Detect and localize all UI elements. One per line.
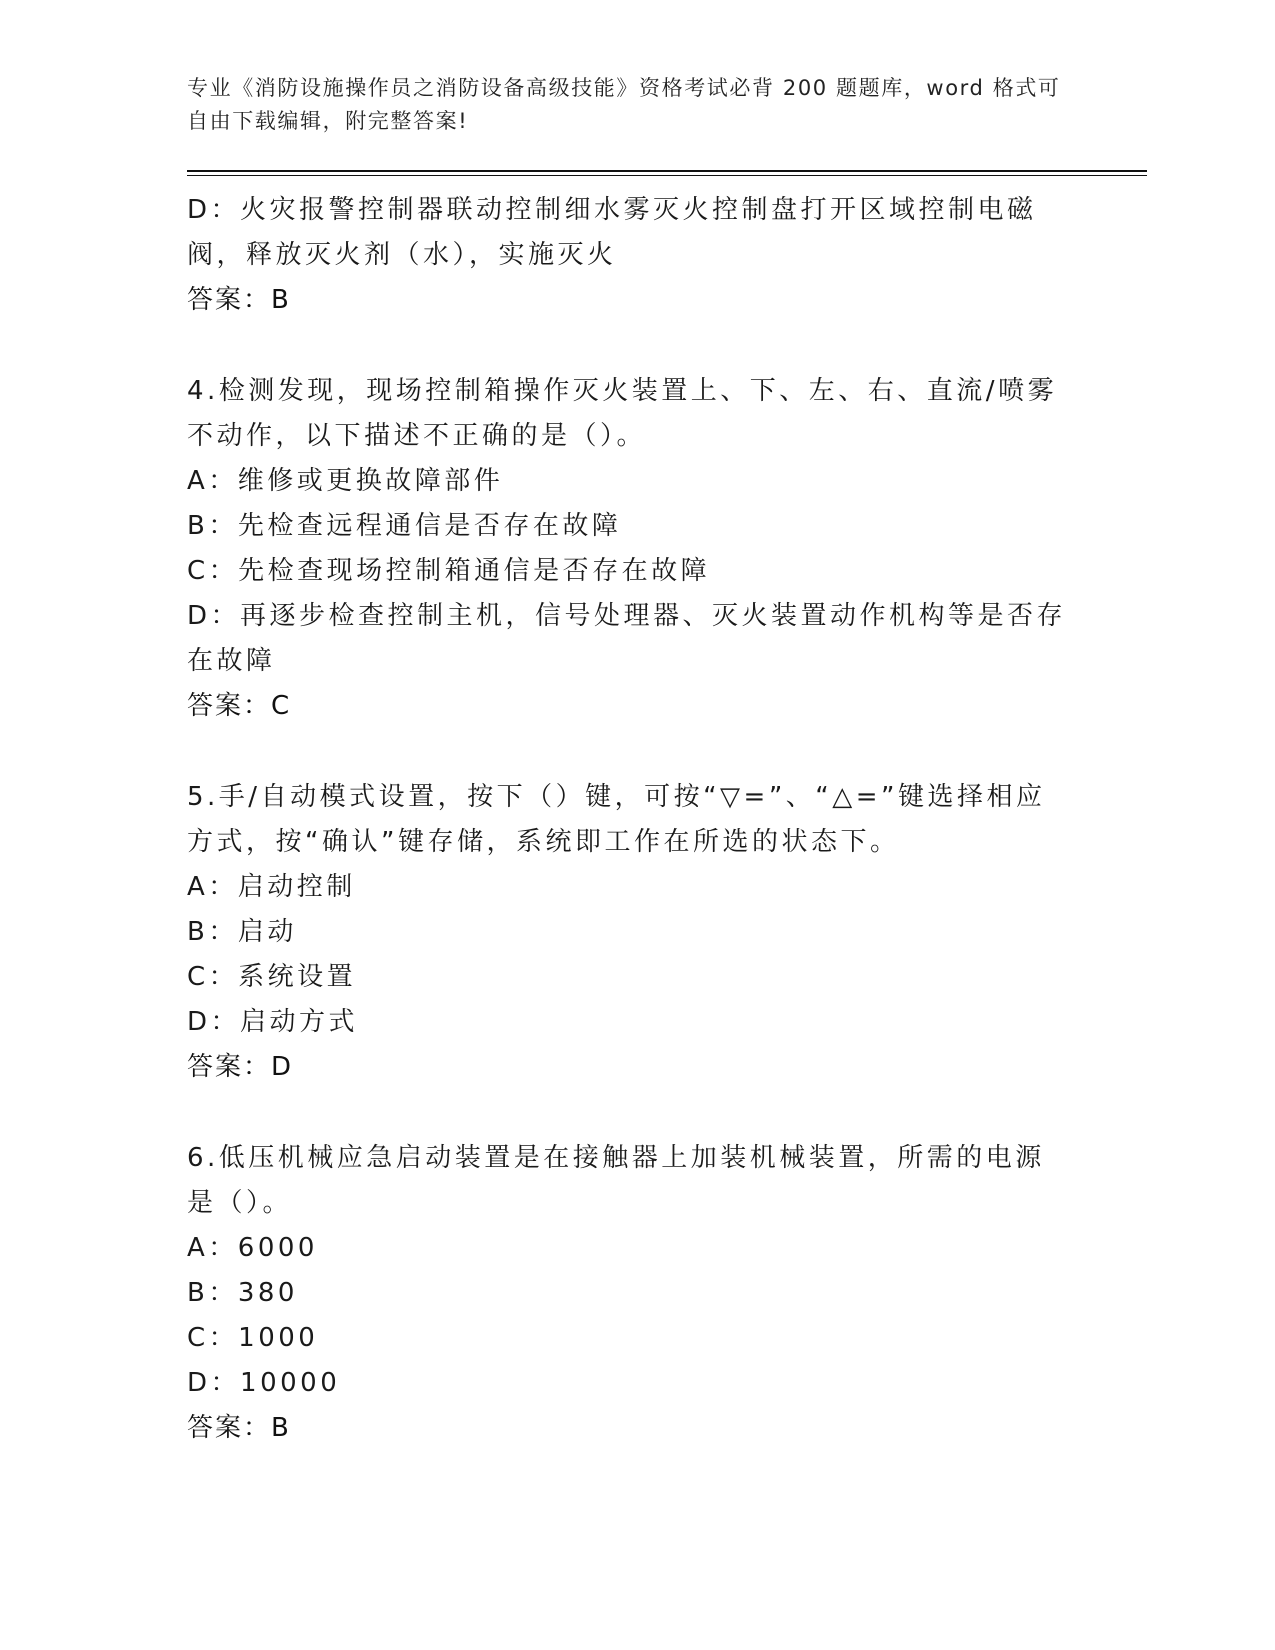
- answer-label: 答案：C: [187, 691, 292, 721]
- question-text: 6.低压机械应急启动装置是在接触器上加装机械装置，所需的电源是（）。: [187, 1143, 1045, 1218]
- document-header: [187, 72, 1067, 138]
- option-d: D：再逐步检查控制主机，信号处理器、灭火装置动作机构等是否存在故障: [187, 601, 1067, 676]
- question-text: 4.检测发现，现场控制箱操作灭火装置上、下、左、右、直流/喷雾不动作，以下描述不正确的是（）。: [187, 376, 1058, 451]
- option-a: A：6000: [187, 1233, 318, 1263]
- option-c: C：1000: [187, 1323, 319, 1353]
- option-d: D：火灾报警控制器联动控制细水雾灭火控制盘打开区域控制电磁阀，释放灭火剂（水），实施灭火: [187, 195, 1037, 270]
- answer-label: 答案：B: [187, 285, 291, 315]
- header-rule-thick: [187, 170, 1147, 172]
- option-d: D：启动方式: [187, 1007, 359, 1037]
- header-rule-thin: [187, 175, 1147, 176]
- option-a: A：维修或更换故障部件: [187, 466, 504, 496]
- question-6: [187, 1136, 1067, 1451]
- option-c: C：系统设置: [187, 962, 357, 992]
- option-c: C：先检查现场控制箱通信是否存在故障: [187, 556, 711, 586]
- question-text: 5.手/自动模式设置，按下（）键，可按“▽=”、“△=”键选择相应方式，按“确认”键存储，系统即工作在所选的状态下。: [187, 782, 1046, 857]
- option-b: B：先检查远程通信是否存在故障: [187, 511, 622, 541]
- option-b: B：启动: [187, 917, 297, 947]
- answer-label: 答案：B: [187, 1413, 291, 1443]
- question-4: [187, 369, 1067, 729]
- option-a: A：启动控制: [187, 872, 356, 902]
- previous-question-tail: [187, 188, 1067, 323]
- option-d: D：10000: [187, 1368, 341, 1398]
- option-b: B：380: [187, 1278, 298, 1308]
- question-5: [187, 775, 1067, 1090]
- answer-label: 答案：D: [187, 1052, 294, 1082]
- question-list: [187, 188, 1067, 1451]
- header-title: 专业《消防设施操作员之消防设备高级技能》资格考试必背 200 题题库，word 格式可自由下载编辑，附完整答案!: [187, 76, 1061, 133]
